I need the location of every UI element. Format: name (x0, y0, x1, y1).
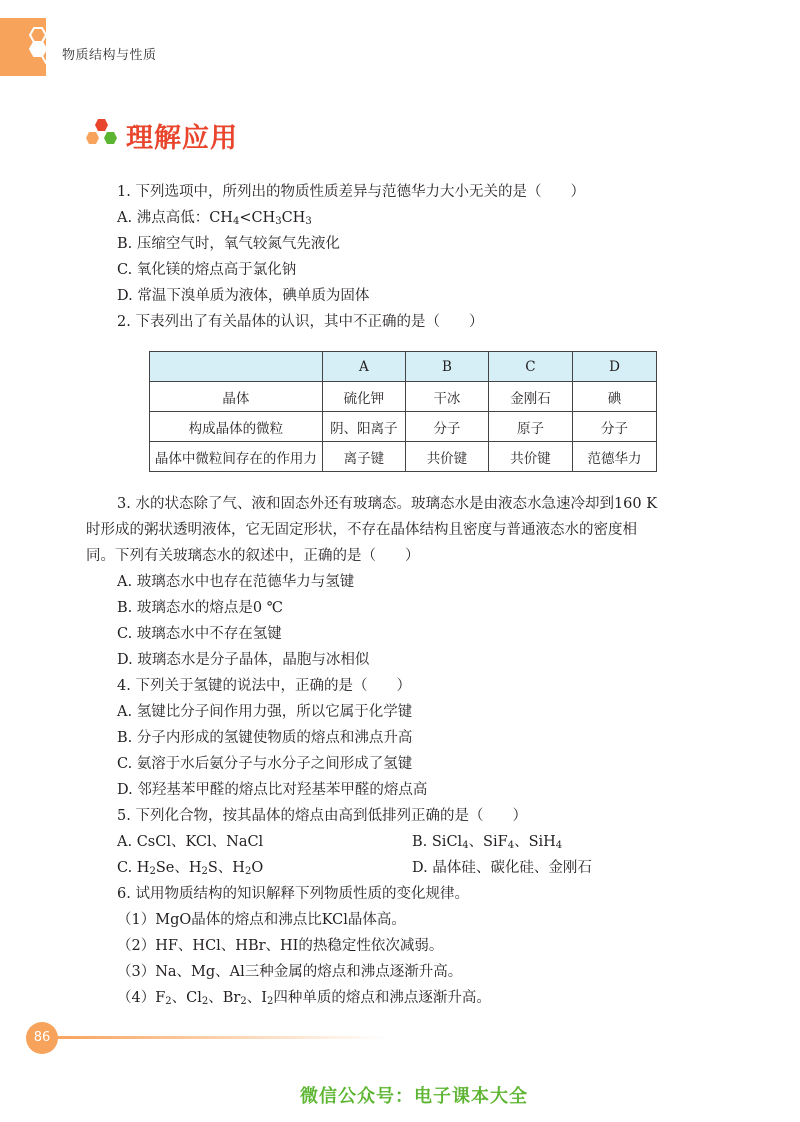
q3-option-d: D. 玻璃态水是分子晶体，晶胞与冰相似 (117, 652, 370, 668)
watermark-text: 微信公众号：电子课本大全 (300, 1086, 528, 1107)
q2-stem: 2. 下表列出了有关晶体的认识，其中不正确的是（ ） (117, 314, 484, 330)
table-cell: 共价键 (405, 442, 488, 472)
q4-option-d: D. 邻羟基苯甲醛的熔点比对羟基苯甲醛的熔点高 (117, 782, 428, 798)
q6-item-1: （1）MgO晶体的熔点和沸点比KCl晶体高。 (117, 912, 406, 928)
q6-item-3: （3）Na、Mg、Al三种金属的熔点和沸点逐渐升高。 (117, 964, 463, 980)
table-cell: 原子 (488, 412, 572, 442)
footer-divider (56, 1036, 386, 1039)
q5-option-a: A. CsCl、KCl、NaCl (117, 834, 264, 850)
q4-option-c: C. 氨溶于水后氨分子与水分子之间形成了氢键 (117, 756, 413, 772)
table-row (150, 382, 657, 412)
q4-stem: 4. 下列关于氢键的说法中，正确的是（ ） (117, 678, 411, 694)
table-cell: 分子 (572, 412, 656, 442)
table-header-row (150, 352, 657, 382)
q5-stem: 5. 下列化合物，按其晶体的熔点由高到低排列正确的是（ ） (117, 808, 527, 824)
q1-option-a: A. 沸点高低：$CH_4<CH_3CH_3$ (117, 210, 312, 227)
table-cell (150, 352, 323, 382)
table-cell: 碘 (572, 382, 656, 412)
table-cell: 分子 (405, 412, 488, 442)
table-cell: 离子键 (322, 442, 405, 472)
q4-option-a: A. 氢键比分子间作用力强，所以它属于化学键 (117, 704, 413, 720)
q1-option-c: C. 氧化镁的熔点高于氯化钠 (117, 262, 297, 278)
table-cell: D (572, 352, 656, 382)
q1-stem: 1. 下列选项中，所列出的物质性质差异与范德华力大小无关的是（ ） (117, 184, 585, 200)
table-cell: 干冰 (405, 382, 488, 412)
q6-item-2: （2）HF、HCl、HBr、HI的热稳定性依次减弱。 (117, 938, 444, 954)
q5-option-c: C. $H_2Se$、$H_2S$、$H_2O$ (117, 860, 264, 877)
table-cell: C (488, 352, 572, 382)
q3-line-1: 3. 水的状态除了气、液和固态外还有玻璃态。玻璃态水是由液态水急速冷却到160 K (117, 496, 658, 512)
q5-option-b: B. SiCl$_4$、SiF$_4$、SiH$_4$ (412, 834, 563, 851)
q3-option-c: C. 玻璃态水中不存在氢键 (117, 626, 282, 642)
table-cell: 硫化钾 (322, 382, 405, 412)
q6-item-4: $(4)F_2$、$Cl_2$、$Br_2$、$I_2$四种单质的熔点和沸点逐渐升高。 (117, 990, 491, 1007)
book-title: 物质结构与性质 (62, 48, 157, 63)
q3-line-3: 同。下列有关玻璃态水的叙述中，正确的是（ ） (86, 548, 420, 564)
table-cell: 范德华力 (572, 442, 656, 472)
table-cell: 共价键 (488, 442, 572, 472)
q3-line-2: 时形成的粥状透明液体，它无固定形状，不存在晶体结构且密度与普通液态水的密度相 (86, 522, 637, 538)
q1-option-d: D. 常温下溴单质为液体，碘单质为固体 (117, 288, 370, 304)
section-title: 理解应用 (126, 123, 238, 154)
q3-option-b: B. 玻璃态水的熔点是0 ℃ (117, 600, 283, 616)
table-cell: 晶体中微粒间存在的作用力 (150, 442, 323, 472)
table-row (150, 442, 657, 472)
table-cell: 阴、阳离子 (322, 412, 405, 442)
table-cell: B (405, 352, 488, 382)
table-cell: 晶体 (150, 382, 323, 412)
page-number: 86 (26, 1022, 58, 1054)
q1-option-b: B. 压缩空气时，氧气较氮气先液化 (117, 236, 340, 252)
hexagon-logo-icon (24, 26, 64, 72)
table-cell: 构成晶体的微粒 (150, 412, 323, 442)
q5-option-d: D. 晶体硅、碳化硅、金刚石 (412, 860, 592, 876)
q3-option-a: A. 玻璃态水中也存在范德华力与氢键 (117, 574, 355, 590)
q6-stem: 6. 试用物质结构的知识解释下列物质性质的变化规律。 (117, 886, 469, 902)
hexagon-cluster-icon (86, 118, 118, 146)
table-cell: A (322, 352, 405, 382)
q4-option-b: B. 分子内形成的氢键使物质的熔点和沸点升高 (117, 730, 413, 746)
crystal-table (149, 351, 657, 472)
table-row (150, 412, 657, 442)
table-cell: 金刚石 (488, 382, 572, 412)
